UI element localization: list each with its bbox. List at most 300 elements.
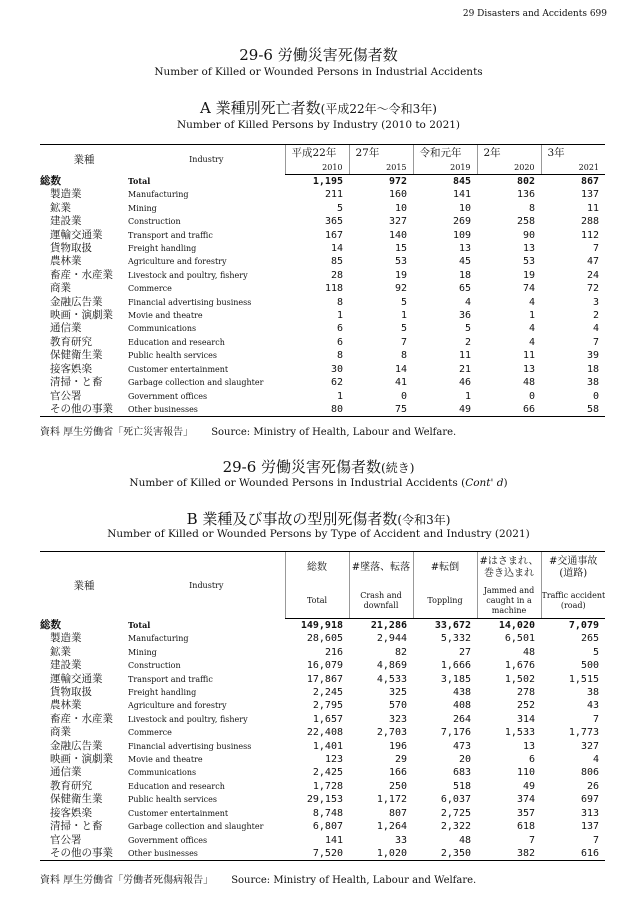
row-label-jp: 金融広告業 (50, 295, 103, 308)
row-label-en: Movie and theatre (128, 311, 203, 321)
cell-value: 1,728 (312, 780, 343, 792)
cell-value: 7 (400, 336, 407, 348)
cell-value: 41 (394, 377, 407, 389)
row-label-jp: 貨物取扱 (50, 242, 92, 255)
row-label-jp: 清掃・と畜 (50, 820, 103, 833)
cell-value: 38 (586, 377, 599, 389)
cell-value: 196 (388, 740, 407, 752)
row-label-en: Education and research (128, 781, 225, 791)
running-head: 29 Disasters and Accidents 699 (462, 9, 607, 19)
cell-value: 11 (522, 350, 535, 362)
cell-value: 45 (458, 256, 471, 268)
cell-value: 867 (580, 176, 599, 187)
cell-value: 5 (400, 323, 407, 335)
row-label-jp: 運輸交通業 (50, 672, 103, 685)
table-row (40, 834, 605, 847)
row-label-en: Mining (128, 203, 157, 213)
cell-value: 137 (580, 821, 599, 833)
cell-value: 211 (324, 189, 343, 201)
cell-value: 269 (452, 216, 471, 228)
cell-value: 2 (592, 310, 599, 322)
cell-value: 7,176 (440, 727, 471, 739)
cell-value: 697 (580, 794, 599, 806)
table-b-header-col-en (413, 584, 477, 619)
row-label-jp: 鉱業 (50, 201, 71, 214)
table-a-title-en: Number of Killed or Wounded Persons in Industrial Accidents (154, 66, 483, 78)
cell-value: 80 (285, 403, 349, 417)
table-row (40, 713, 605, 726)
cell-value: 21 (458, 363, 471, 375)
table-b-title-en-italic: Cont' d (465, 477, 504, 489)
row-label-jp: 運輸交通業 (50, 228, 103, 241)
cell-value: 7 (592, 713, 599, 725)
row-label-jp: 総数 (40, 174, 61, 187)
cell-value: 2,425 (312, 767, 343, 779)
row-label-en: Public health services (128, 351, 217, 361)
row-label-en: Construction (128, 661, 181, 671)
cell-value: 327 (388, 216, 407, 228)
cell-value: 0 (400, 390, 407, 402)
table-row (40, 847, 605, 861)
row-label-jp: 総数 (40, 618, 61, 631)
cell-value: 357 (516, 807, 535, 819)
cell-value: 314 (516, 713, 535, 725)
cell-value: 29,153 (306, 794, 343, 806)
table-a-header-year-num: 2010 (285, 160, 349, 175)
cell-value: 19 (522, 269, 535, 281)
cell-value: 48 (458, 834, 471, 846)
row-label-jp: 通信業 (50, 322, 82, 335)
table-a-header-year-jp: 令和元年 (413, 145, 477, 161)
cell-value: 49 (413, 403, 477, 417)
table-row (40, 175, 605, 189)
table-row (40, 242, 605, 255)
cell-value: 22,408 (306, 727, 343, 739)
cell-value: 518 (452, 780, 471, 792)
cell-value: 123 (324, 754, 343, 766)
table-b-source (40, 871, 476, 886)
cell-value: 7 (592, 243, 599, 255)
table-b-title-jp: 29-6 労働災害死傷者数 (222, 458, 382, 476)
row-label-en: Transport and traffic (128, 230, 213, 240)
table-b-header-col-en1: Toppling (427, 596, 463, 605)
table-b-header-col-en1: Total (306, 596, 328, 605)
cell-value: 13 (458, 243, 471, 255)
row-label-jp: 保健衛生業 (50, 349, 103, 362)
cell-value: 112 (580, 229, 599, 241)
cell-value: 438 (452, 687, 471, 699)
table-row (40, 686, 605, 699)
cell-value: 2,725 (440, 807, 471, 819)
table-row (40, 659, 605, 672)
cell-value: 8 (336, 296, 343, 308)
table-row (40, 619, 605, 633)
cell-value: 109 (452, 229, 471, 241)
cell-value: 28 (330, 269, 343, 281)
table-a-header-year-num: 2015 (349, 160, 413, 175)
row-label-en: Agriculture and forestry (128, 701, 227, 711)
table-b-header-industry-jp: 業種 (40, 552, 128, 619)
table-b-header-row-1 (40, 552, 605, 585)
row-label-jp: 接客娯楽 (50, 362, 92, 375)
cell-value: 13 (522, 243, 535, 255)
cell-value: 6,037 (440, 794, 471, 806)
row-label-jp: 農林業 (50, 255, 82, 268)
table-b-title-en (0, 477, 637, 489)
cell-value: 6,807 (312, 821, 343, 833)
cell-value: 1,666 (440, 660, 471, 672)
table-b-header-col-jp2: (道路) (559, 568, 588, 579)
cell-value: 136 (516, 189, 535, 201)
table-b-header-col-en2: (road) (560, 601, 586, 610)
table-b-header-col-jp (285, 552, 349, 585)
cell-value: 49 (522, 780, 535, 792)
table-b-title (0, 456, 637, 477)
table-row (40, 188, 605, 201)
table-a-subtitle-paren: (平成22年〜令和3年) (320, 102, 437, 116)
row-label-en: Customer entertainment (128, 364, 229, 374)
table-row (40, 753, 605, 766)
cell-value: 2,944 (376, 633, 407, 645)
table-a-header-year-jp: 平成22年 (285, 145, 349, 161)
cell-value: 38 (586, 687, 599, 699)
table-b-header-col-en2: caught in a (486, 596, 532, 605)
row-label-en: Other businesses (128, 403, 285, 417)
cell-value: 278 (516, 687, 535, 699)
row-label-jp: その他の事業 (40, 847, 128, 861)
row-label-en: Total (128, 175, 151, 186)
cell-value: 14 (394, 363, 407, 375)
table-b-header-col-en (477, 584, 541, 619)
table-b-header-col-en (349, 584, 413, 619)
cell-value: 802 (516, 176, 535, 187)
cell-value: 141 (452, 189, 471, 201)
table-row (40, 309, 605, 322)
cell-value: 27 (458, 646, 471, 658)
cell-value: 29 (394, 754, 407, 766)
table-a-header-industry-en: Industry (128, 145, 285, 175)
table-b-subtitle-en: Number of Killed or Wounded Persons by Type of Accident and Industry (2021) (107, 528, 530, 540)
cell-value: 75 (349, 403, 413, 417)
table-b-header-col-en3: machine (491, 606, 527, 615)
cell-value: 53 (522, 256, 535, 268)
table-b-header-col-jp1: 総数 (307, 562, 327, 573)
table-row (40, 376, 605, 389)
table-row (40, 793, 605, 806)
table-a-subtitle-en: Number of Killed Persons by Industry (2010 to 2021) (176, 119, 461, 131)
cell-value: 1,676 (504, 660, 535, 672)
table-b-header-col-en (541, 584, 605, 619)
table-b-header-col-en1: Traffic accident (541, 591, 605, 600)
table-b-header-col-jp1: #転倒 (430, 562, 460, 573)
cell-value: 166 (388, 767, 407, 779)
cell-value: 8 (336, 350, 343, 362)
cell-value: 4 (464, 296, 471, 308)
row-label-en: Communications (128, 768, 197, 778)
table-b-header-col-jp (349, 552, 413, 585)
table-row (40, 726, 605, 739)
cell-value: 2,322 (440, 821, 471, 833)
row-label-jp: 映画・演劇業 (50, 309, 113, 322)
cell-value: 4 (528, 336, 535, 348)
cell-value: 53 (394, 256, 407, 268)
cell-value: 26 (586, 780, 599, 792)
table-b-header-col-en1: Jammed and (483, 586, 535, 595)
row-label-jp: 鉱業 (50, 645, 71, 658)
row-label-jp: 商業 (50, 282, 71, 295)
row-label-en: Commerce (128, 284, 172, 294)
cell-value: 110 (516, 767, 535, 779)
row-label-en: Other businesses (128, 847, 285, 861)
row-label-jp: その他の事業 (40, 403, 128, 417)
cell-value: 1 (528, 310, 535, 322)
cell-value: 2,245 (312, 687, 343, 699)
cell-value: 4,869 (376, 660, 407, 672)
table-a (40, 144, 605, 417)
cell-value: 6,501 (504, 633, 535, 645)
cell-value: 72 (586, 283, 599, 295)
cell-value: 62 (330, 377, 343, 389)
table-a-header-year-jp: 2年 (477, 145, 541, 161)
table-a-subtitle-jp: A 業種別死亡者数 (200, 99, 321, 117)
cell-value: 4 (592, 754, 599, 766)
table-a-header-year-num: 2019 (413, 160, 477, 175)
row-label-jp: 教育研究 (50, 335, 92, 348)
table-b-source-jp: 資料 厚生労働省「労働者死傷病報告」 (40, 875, 214, 886)
cell-value: 92 (394, 283, 407, 295)
cell-value: 14 (330, 243, 343, 255)
cell-value: 264 (452, 713, 471, 725)
row-label-jp: 接客娯楽 (50, 806, 92, 819)
cell-value: 4 (528, 296, 535, 308)
cell-value: 48 (522, 377, 535, 389)
table-b-title-paren: (続き) (381, 461, 415, 475)
cell-value: 265 (580, 633, 599, 645)
cell-value: 252 (516, 700, 535, 712)
cell-value: 18 (586, 363, 599, 375)
cell-value: 10 (458, 202, 471, 214)
cell-value: 47 (586, 256, 599, 268)
cell-value: 48 (522, 646, 535, 658)
table-a-header-industry-jp: 業種 (40, 145, 128, 175)
table-b-header-col-en1: Crash and (360, 591, 402, 600)
cell-value: 1,020 (349, 847, 413, 861)
cell-value: 473 (452, 740, 471, 752)
table-b-source-en: Source: Ministry of Health, Labour and Welfare. (231, 875, 477, 886)
row-label-en: Freight handling (128, 688, 197, 698)
cell-value: 365 (324, 216, 343, 228)
row-label-jp: 清掃・と畜 (50, 376, 103, 389)
cell-value: 382 (477, 847, 541, 861)
table-a-header-year-num: 2020 (477, 160, 541, 175)
table-row (40, 202, 605, 215)
cell-value: 327 (580, 740, 599, 752)
cell-value: 618 (516, 821, 535, 833)
cell-value: 85 (330, 256, 343, 268)
cell-value: 1 (464, 390, 471, 402)
table-b-header-col-jp (541, 552, 605, 585)
table-row (40, 780, 605, 793)
cell-value: 8 (400, 350, 407, 362)
table-b-subtitle-paren: (令和3年) (397, 513, 451, 527)
table-row (40, 740, 605, 753)
cell-value: 15 (394, 243, 407, 255)
row-label-jp: 映画・演劇業 (50, 753, 113, 766)
cell-value: 1 (400, 310, 407, 322)
cell-value: 374 (516, 794, 535, 806)
cell-value: 1,502 (504, 673, 535, 685)
cell-value: 65 (458, 283, 471, 295)
cell-value: 5 (400, 296, 407, 308)
table-a-body (40, 175, 605, 417)
cell-value: 1,773 (568, 727, 599, 739)
cell-value: 4 (592, 323, 599, 335)
table-a-source-en: Source: Ministry of Health, Labour and Welfare. (211, 427, 457, 438)
row-label-jp: 保健衛生業 (50, 793, 103, 806)
cell-value: 36 (458, 310, 471, 322)
cell-value: 408 (452, 700, 471, 712)
cell-value: 250 (388, 780, 407, 792)
table-row (40, 349, 605, 362)
cell-value: 7,079 (568, 620, 599, 631)
row-label-en: Livestock and poultry, fishery (128, 270, 248, 280)
cell-value: 13 (522, 363, 535, 375)
cell-value: 2,703 (376, 727, 407, 739)
table-row (40, 646, 605, 659)
cell-value: 325 (388, 687, 407, 699)
row-label-jp: 建設業 (50, 215, 82, 228)
row-label-jp: 製造業 (50, 632, 82, 645)
cell-value: 845 (452, 176, 471, 187)
table-b-title-en-suffix: ) (503, 477, 508, 489)
table-row (40, 215, 605, 228)
cell-value: 7 (528, 834, 535, 846)
cell-value: 13 (522, 740, 535, 752)
cell-value: 0 (528, 390, 535, 402)
cell-value: 90 (522, 229, 535, 241)
row-label-en: Public health services (128, 795, 217, 805)
row-label-en: Manufacturing (128, 634, 189, 644)
cell-value: 140 (388, 229, 407, 241)
table-a-subtitle (0, 97, 637, 118)
row-label-en: Manufacturing (128, 190, 189, 200)
table-b-header-col-jp (477, 552, 541, 585)
cell-value: 1,264 (376, 821, 407, 833)
table-row (40, 322, 605, 335)
cell-value: 19 (394, 269, 407, 281)
cell-value: 8 (528, 202, 535, 214)
cell-value: 0 (592, 390, 599, 402)
row-label-en: Education and research (128, 337, 225, 347)
table-row (40, 296, 605, 309)
table-row (40, 632, 605, 645)
row-label-en: Financial advertising business (128, 741, 252, 751)
table-b-header-col-jp1: #はさまれ、 (479, 556, 539, 567)
table-b-header-col-en (285, 584, 349, 619)
row-label-en: Movie and theatre (128, 755, 203, 765)
cell-value: 4 (528, 323, 535, 335)
table-b (40, 551, 605, 861)
cell-value: 82 (394, 646, 407, 658)
row-label-jp: 官公署 (50, 833, 82, 846)
cell-value: 7,520 (285, 847, 349, 861)
cell-value: 806 (580, 767, 599, 779)
cell-value: 160 (388, 189, 407, 201)
cell-value: 39 (586, 350, 599, 362)
table-a-header-year-jp: 3年 (541, 145, 605, 161)
cell-value: 66 (477, 403, 541, 417)
table-row (40, 390, 605, 403)
table-a-header-year-jp: 27年 (349, 145, 413, 161)
cell-value: 149,918 (300, 620, 343, 631)
row-label-jp: 畜産・水産業 (50, 712, 113, 725)
row-label-en: Garbage collection and slaughter (128, 822, 264, 832)
cell-value: 33,672 (434, 620, 471, 631)
cell-value: 43 (586, 700, 599, 712)
row-label-jp: 畜産・水産業 (50, 268, 113, 281)
cell-value: 58 (541, 403, 605, 417)
table-b-header-col-en2: downfall (363, 601, 399, 610)
cell-value: 28,605 (306, 633, 343, 645)
cell-value: 17,867 (306, 673, 343, 685)
table-row (40, 336, 605, 349)
table-a-header-year-num: 2021 (541, 160, 605, 175)
row-label-jp: 教育研究 (50, 779, 92, 792)
cell-value: 972 (388, 176, 407, 187)
cell-value: 30 (330, 363, 343, 375)
table-b-header-col-jp1: #墜落、転落 (351, 562, 411, 573)
cell-value: 3 (592, 296, 599, 308)
row-label-jp: 通信業 (50, 766, 82, 779)
table-row (40, 255, 605, 268)
row-label-jp: 農林業 (50, 699, 82, 712)
row-label-en: Total (128, 619, 151, 630)
cell-value: 118 (324, 283, 343, 295)
row-label-jp: 商業 (50, 726, 71, 739)
row-label-en: Government offices (128, 391, 208, 401)
cell-value: 807 (388, 807, 407, 819)
table-b-header-col-jp2: 巻き込まれ (484, 568, 534, 579)
cell-value: 74 (522, 283, 535, 295)
cell-value: 20 (458, 754, 471, 766)
cell-value: 2,350 (413, 847, 477, 861)
cell-value: 137 (580, 189, 599, 201)
cell-value: 5 (464, 323, 471, 335)
cell-value: 14,020 (498, 620, 535, 631)
cell-value: 11 (458, 350, 471, 362)
table-b-subtitle (0, 508, 637, 529)
cell-value: 7 (592, 834, 599, 846)
row-label-en: Freight handling (128, 244, 197, 254)
table-row (40, 766, 605, 779)
cell-value: 24 (586, 269, 599, 281)
cell-value: 323 (388, 713, 407, 725)
row-label-en: Mining (128, 647, 157, 657)
cell-value: 683 (452, 767, 471, 779)
cell-value: 33 (394, 834, 407, 846)
row-label-en: Transport and traffic (128, 674, 213, 684)
cell-value: 46 (458, 377, 471, 389)
cell-value: 141 (324, 834, 343, 846)
row-label-en: Commerce (128, 728, 172, 738)
cell-value: 6 (528, 754, 535, 766)
row-label-en: Livestock and poultry, fishery (128, 714, 248, 724)
table-b-header-col-jp (413, 552, 477, 585)
cell-value: 6 (336, 323, 343, 335)
cell-value: 216 (324, 646, 343, 658)
cell-value: 167 (324, 229, 343, 241)
cell-value: 1,533 (504, 727, 535, 739)
